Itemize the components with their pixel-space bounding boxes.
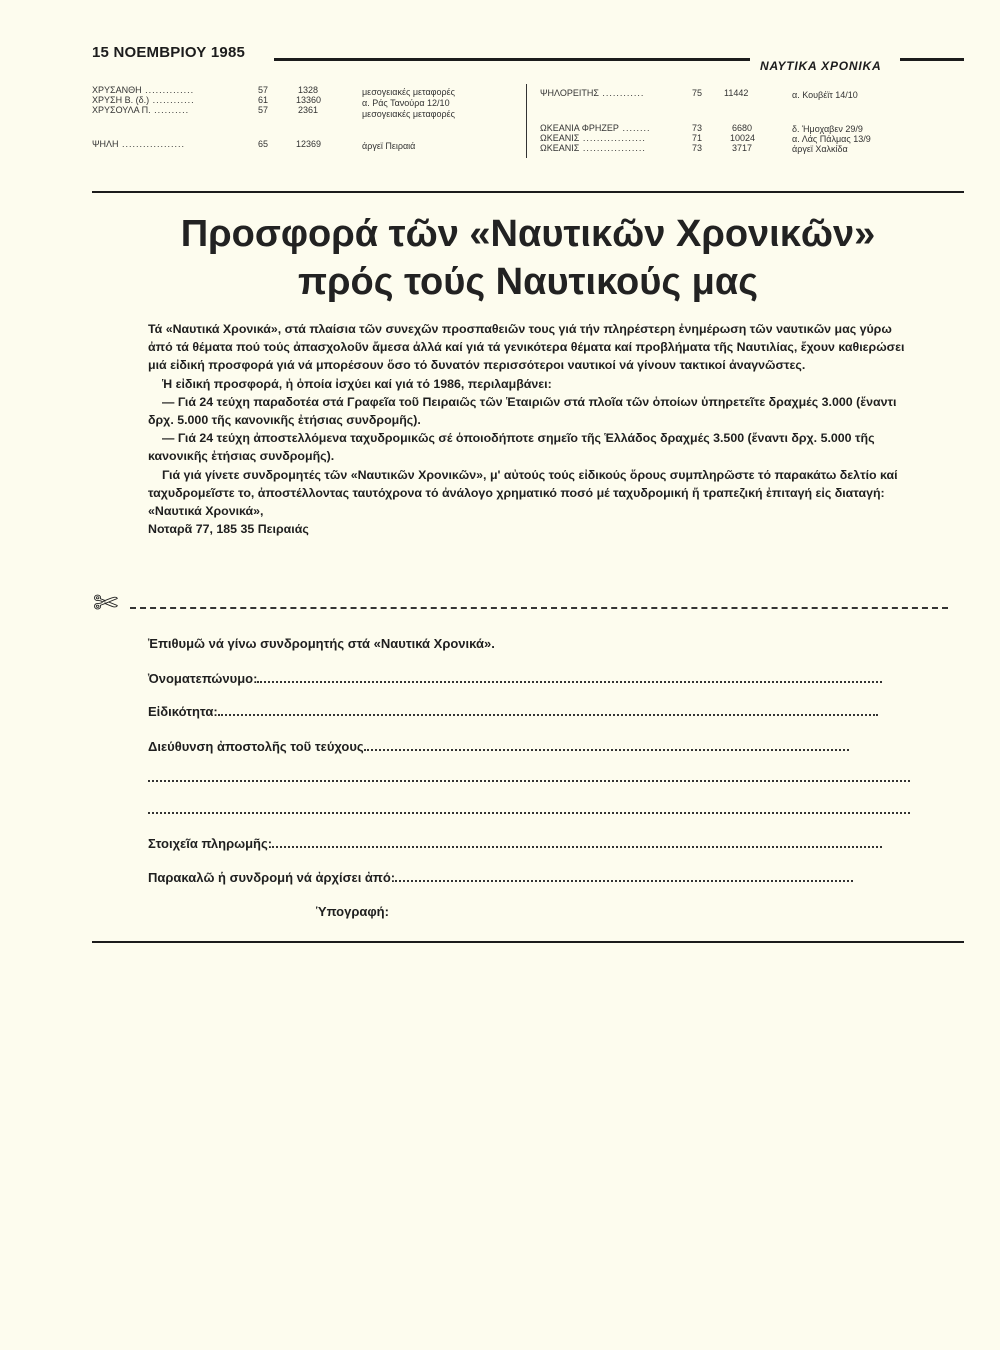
ship-status: άργεϊ Πειραιά [362, 141, 416, 151]
specialty-fill-line[interactable] [218, 713, 878, 716]
ship-tonnage: 1328 [298, 85, 319, 95]
start-date-fill-line[interactable] [395, 879, 853, 882]
address-field[interactable] [148, 739, 849, 754]
ship-row: ΩΚΕΑΝΙΣ .................. [540, 143, 646, 153]
ship-status: μεσογειακές μεταφορές [362, 109, 455, 119]
ship-age: 73 [692, 123, 703, 133]
specialty-field[interactable] [148, 704, 878, 719]
bottom-rule [92, 941, 964, 943]
ship-age: 73 [692, 143, 703, 153]
ship-row: ΧΡΥΣΗ Β. (δ.) ............ [92, 95, 195, 105]
ship-row: ΨΗΛΟΡΕΙΤΗΣ ............ [540, 88, 645, 98]
newspaper-name: ΝΑΥΤΙΚΑ ΧΡΟΝΙΚΑ [760, 59, 882, 73]
address-fill-line[interactable] [148, 811, 910, 814]
address-field-line-2[interactable] [148, 770, 910, 785]
ship-row: ΩΚΕΑΝΙΣ .................. [540, 133, 646, 143]
payment-fill-line[interactable] [272, 845, 882, 848]
ship-age: 61 [258, 95, 269, 105]
ship-age: 57 [258, 85, 269, 95]
column-divider [526, 84, 527, 158]
ship-tonnage: 2361 [298, 105, 319, 115]
address-fill-line[interactable] [364, 748, 849, 751]
start-date-field[interactable] [148, 870, 853, 885]
ship-status: δ. Ήμοχαβεν 29/9 [792, 124, 863, 134]
ship-tonnage: 6680 [732, 123, 753, 133]
ship-tonnage: 12369 [296, 139, 322, 149]
ship-age: 71 [692, 133, 703, 143]
section-divider [92, 191, 964, 193]
scissors-icon: ✄ [93, 587, 119, 620]
cut-line [130, 607, 948, 609]
paragraph-offer: Ἡ εἰδική προσφορά, ἡ ὁποία ἰσχύει καί γιά τό 1986, περιλαμβάνει: [162, 376, 552, 391]
payment-field[interactable] [148, 836, 882, 851]
issue-date: 15 ΝΟΕΜΒΡΙΟΥ 1985 [92, 44, 246, 61]
offer-option-office: — Γιά 24 τεύχη παραδοτέα στά Γραφεῖα τοῦ Πειραιῶς τῶν Ἑταιριῶν στά πλοῖα τῶν ὁποίων ὑπηρετεῖτε δραχμές 3.000 (ἔναντι δρχ. 5.000 τῆς κανονικῆς ἐτήσιας συνδρομῆς). [148, 394, 897, 428]
ship-row: ΧΡΥΣΑΝΘΗ .............. [92, 85, 195, 95]
name-label: Ὀνοματεπώνυμο: [148, 671, 258, 686]
ship-tonnage: 13360 [296, 95, 322, 105]
offer-option-mail: — Γιά 24 τεύχη ἀποστελλόμενα ταχυδρομικῶς σέ ὁποιοδήποτε σημεῖο τῆς Ἑλλάδος δραχμές 3.500 (ἔναντι δρχ. 5.000 τῆς κανονικῆς ἐτήσιας συνδρομῆς). [148, 431, 875, 464]
ship-row: ΩΚΕΑΝΙΑ ΦΡΗΖΕΡ ........ [540, 123, 651, 133]
address-field-line-3[interactable] [148, 802, 910, 817]
paragraph-instructions: Γιά γιά γίνετε συνδρομητές τῶν «Ναυτικῶν Χρονικῶν», μ' αὐτούς τούς εἰδικούς ὅρους συμπληρῶστε τό παρακάτω δελτίο καί ταχυδρομεῖστε το, ἀποστέλλοντας ταυτόχρονα τό ἀνάλογο χρηματικό ποσό μέ ταχυδρομική ἤ τραπεζική ἐπιταγή εἰς διαταγή: «Ναυτικά Χρονικά», [148, 467, 898, 519]
ship-status: α. Λάς Πάλμας 13/9 [792, 134, 871, 144]
ship-age: 75 [692, 88, 703, 98]
name-fill-line[interactable] [257, 680, 882, 683]
headline-line-1: Προσφορά τῶν «Ναυτικῶν Χρονικῶν» [180, 213, 876, 255]
header-rule-right [900, 58, 964, 61]
ship-row: ΧΡΥΣΟΥΛΑ Π. .......... [92, 105, 190, 115]
start-date-label: Παρακαλῶ ἡ συνδρομή νά ἀρχίσει ἀπό: [148, 870, 396, 885]
signature-field[interactable] [316, 904, 389, 919]
ship-status: άργεϊ Χαλκίδα [792, 144, 848, 154]
name-field[interactable] [148, 671, 882, 686]
ship-status: α. Ράς Τανούρα 12/10 [362, 98, 450, 108]
form-intro: Ἐπιθυμῶ νά γίνω συνδρομητής στά «Ναυτικά Χρονικά». [148, 636, 495, 651]
headline-line-2: πρός τούς Ναυτικούς μας [297, 261, 759, 303]
ship-age: 65 [258, 139, 269, 149]
article-headline [92, 210, 964, 306]
article-body [148, 320, 906, 538]
signature-label: Ὑπογραφή: [316, 904, 389, 919]
payment-label: Στοιχεῖα πληρωμῆς: [148, 836, 273, 851]
ship-status: μεσογειακές μεταφορές [362, 87, 455, 97]
header-rule-left [274, 58, 750, 61]
ship-status: α. Κουβέϊτ 14/10 [792, 90, 858, 100]
postal-address: Νοταρᾶ 77, 185 35 Πειραιάς [148, 522, 309, 537]
ship-tonnage: 3717 [732, 143, 753, 153]
address-label: Διεύθυνση ἀποστολῆς τοῦ τεύχους [148, 739, 364, 754]
ship-tonnage: 11442 [724, 88, 749, 98]
address-fill-line[interactable] [148, 779, 910, 782]
ship-row: ΨΗΛΗ .................. [92, 139, 186, 149]
ship-tonnage: 10024 [730, 133, 756, 143]
paragraph-intro: Τά «Ναυτικά Χρονικά», στά πλαίσια τῶν συνεχῶν προσπαθειῶν τους γιά τήν πληρέστερη ἐνημέρωση τῶν ναυτικῶν μας γύρω ἀπό τά θέματα πού τούς ἀπασχολοῦν ἄμεσα ἀλλά καί γιά τά γενικότερα θέματα καί προβλήματα τῆς Ναυτιλίας, ἔχουν καθιερώσει μιά εἰδική προσφορά γιά νά μπορέσουν ὅσο τό δυνατόν περισσότεροι ναυτικοί νά γίνουν τακτικοί ἀναγνῶστες. [148, 322, 905, 373]
ship-age: 57 [258, 105, 269, 115]
specialty-label: Εἰδικότητα: [148, 704, 218, 719]
